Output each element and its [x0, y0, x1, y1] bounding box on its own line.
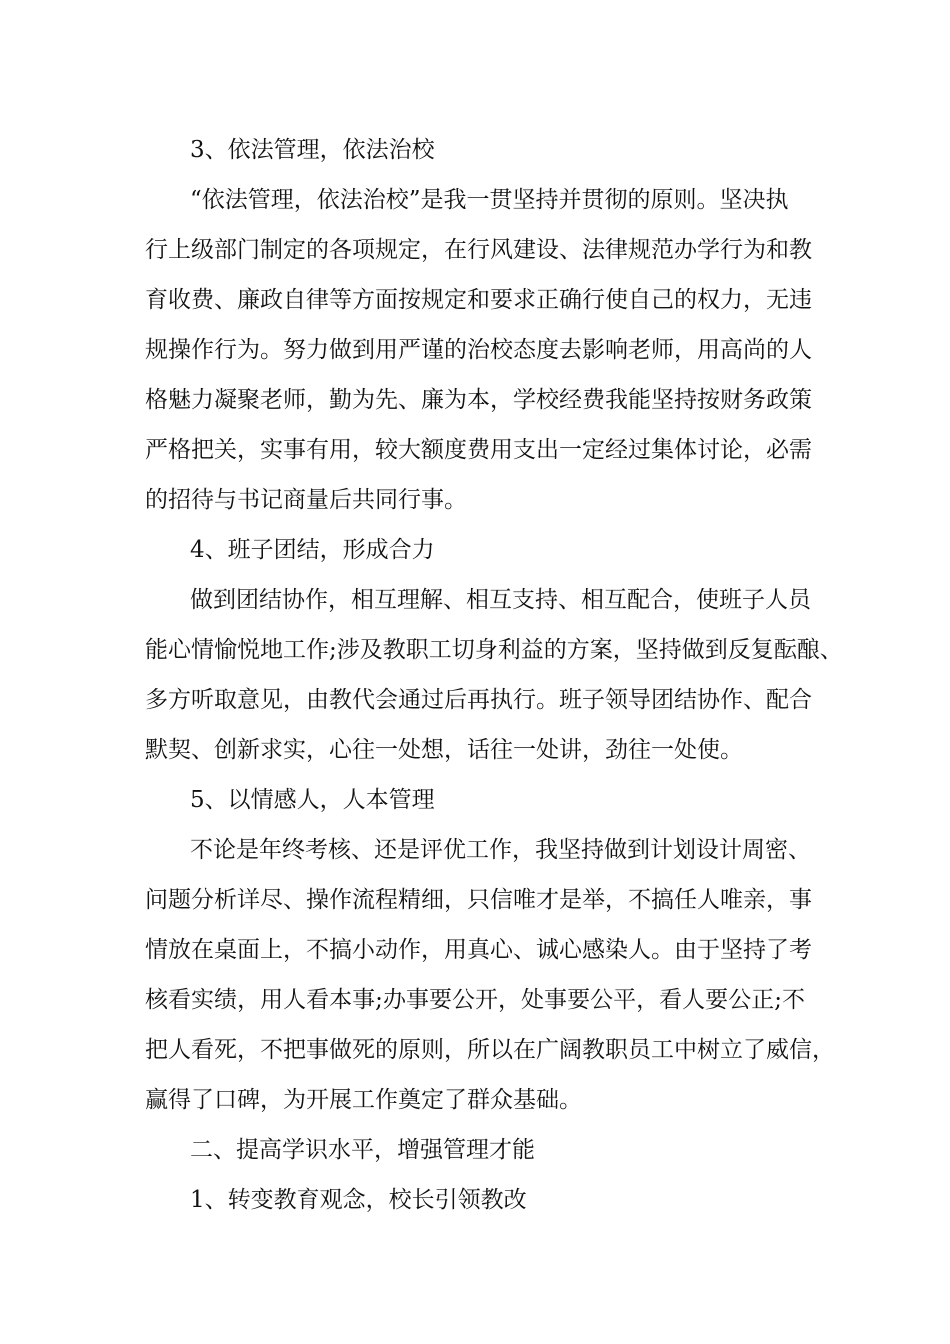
heading-5-people-oriented: 5、以情感人，人本管理 [190, 787, 435, 813]
paragraph-line: 严格把关，实事有用，较大额度费用支出一定经过集体讨论，必需 [145, 437, 812, 463]
paragraph-line: 情放在桌面上，不搞小动作，用真心、诚心感染人。由于坚持了考 [145, 937, 812, 963]
paragraph-line: 格魅力凝聚老师，勤为先、廉为本，学校经费我能坚持按财务政策 [145, 387, 812, 413]
paragraph-line: 多方听取意见，由教代会通过后再执行。班子领导团结协作、配合 [145, 687, 812, 713]
heading-4-team-unity: 4、班子团结，形成合力 [190, 537, 435, 563]
paragraph-line: 的招待与书记商量后共同行事。 [145, 487, 467, 513]
paragraph-line: 不论是年终考核、还是评优工作，我坚持做到计划设计周密、 [190, 837, 811, 863]
paragraph-line: 规操作行为。努力做到用严谨的治校态度去影响老师，用高尚的人 [145, 337, 812, 363]
paragraph-line: 做到团结协作，相互理解、相互支持、相互配合，使班子人员 [190, 587, 811, 613]
heading-1-education-concept: 1、转变教育观念，校长引领教改 [190, 1187, 527, 1213]
paragraph-line: “依法管理，依法治校”是我一贯坚持并贯彻的原则。坚决执 [190, 187, 789, 213]
section-heading-2: 二、提高学识水平，增强管理才能 [190, 1137, 535, 1163]
paragraph-line: 问题分析详尽、操作流程精细，只信唯才是举，不搞任人唯亲，事 [145, 887, 812, 913]
paragraph-line: 能心情愉悦地工作;涉及教职工切身利益的方案，坚持做到反复酝酿、 [145, 637, 843, 663]
paragraph-line: 育收费、廉政自律等方面按规定和要求正确行使自己的权力，无违 [145, 287, 812, 313]
paragraph-line: 核看实绩，用人看本事;办事要公开，处事要公平，看人要公正;不 [145, 987, 805, 1013]
paragraph-line: 默契、创新求实，心往一处想，话往一处讲，劲往一处使。 [145, 737, 743, 763]
heading-3-rule-of-law: 3、依法管理，依法治校 [190, 137, 435, 163]
paragraph-line: 赢得了口碑，为开展工作奠定了群众基础。 [145, 1087, 582, 1113]
paragraph-line: 把人看死，不把事做死的原则，所以在广阔教职员工中树立了威信， [145, 1037, 835, 1063]
paragraph-line: 行上级部门制定的各项规定，在行风建设、法律规范办学行为和教 [145, 237, 812, 263]
